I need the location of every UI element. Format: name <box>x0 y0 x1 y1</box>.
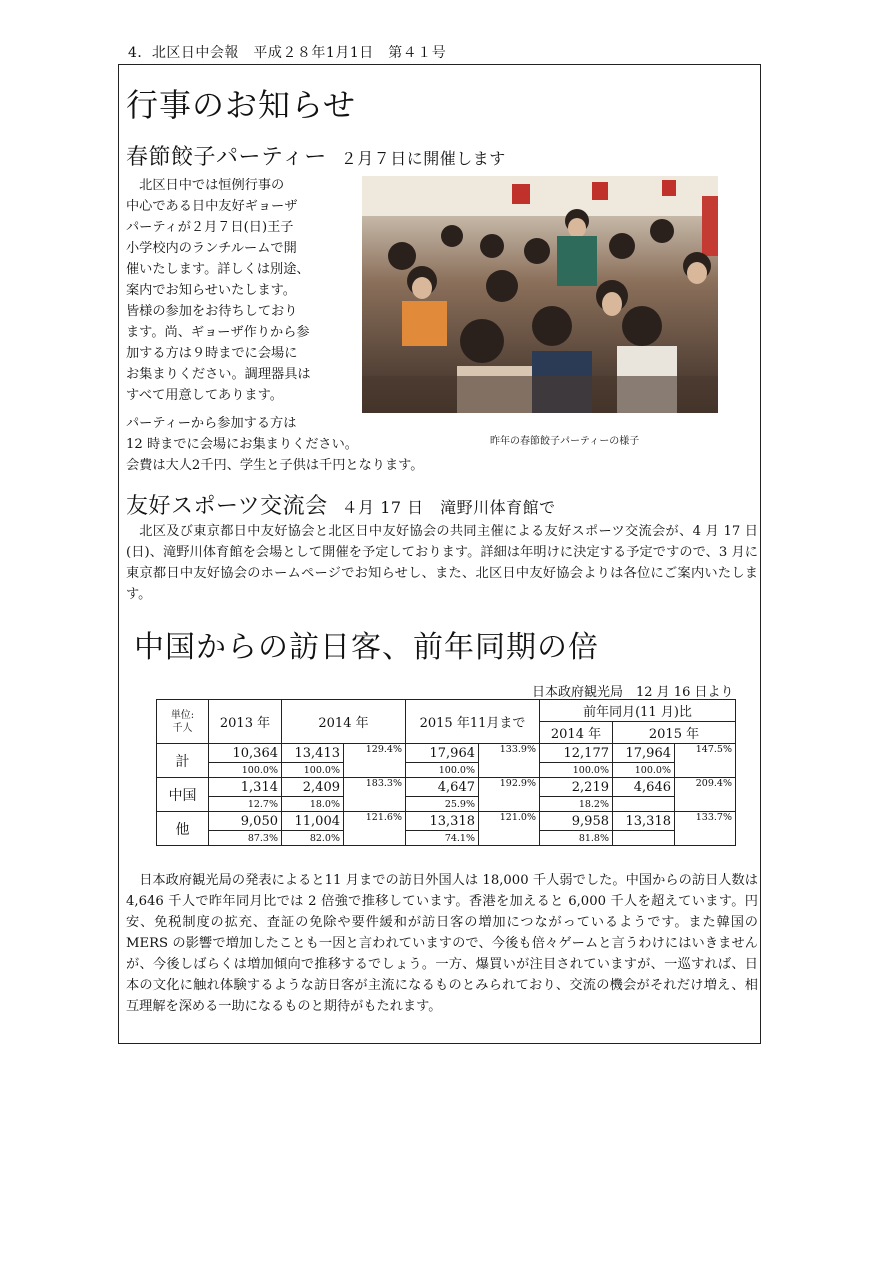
party-photo-image <box>362 176 718 413</box>
cell-share: 100.0% <box>540 763 613 778</box>
col-2013: 2013 年 <box>209 700 282 744</box>
page-header: 4．北区日中会報 平成２８年1月1日 第４１号 <box>128 45 447 61</box>
col-cmp-2014: 2014 年 <box>540 722 613 744</box>
col-cmp-2015: 2015 年 <box>613 722 736 744</box>
sports-date: ４月 17 日 滝野川体育館で <box>341 498 556 517</box>
table-row <box>157 744 736 763</box>
sports-title: 友好スポーツ交流会 <box>126 494 328 519</box>
cell-value: 4,646 <box>613 778 675 797</box>
cell-share: 100.0% <box>406 763 479 778</box>
gyoza-date: ２月７日に開催します <box>340 149 506 168</box>
gyoza-body: 北区日中では恒例行事の 中心である日中友好ギョーザ パーティが２月７日(日)王子 小学校内のランチルームで開 催いたします。詳しくは別途、 案内でお知らせいたします。 皆様の参加をお待ちしており ます。尚、ギョーザ作りから参 加する方は９時までに会場に お集まりください。調理器具は すべて用意してあります。 <box>126 178 311 403</box>
gyoza-tail: パーティーから参加する方は 12 時までに会場にお集まりください。 会費は大人2千円、学生と子供は千円となります。 <box>126 416 424 473</box>
sports-heading <box>126 489 556 520</box>
cell-value: 12,177 <box>540 744 613 763</box>
col-2015: 2015 年11月まで <box>406 700 540 744</box>
visitors-body: 日本政府観光局の発表によると11 月までの訪日外国人は 18,000 千人弱でした。中国からの訪日人数は 4,646 千人で昨年同月比では 2 倍強で推移しています。香港を加えると 6,000 千人を超えています。円安、免税制度の拡充、査証の免除や要件緩和が訪日客の増加につながっているようです。また韓国の MERS の影響で増加したことも一因と言われていますので、今後も倍々ゲームと言うわけにはいきませんが、今後しばらくは増加傾向で推移するでしょう。一方、爆買いが注目されていますが、一巡すれば、日本の文化に触れ体験するような訪日客が主流になるものとみられており、交流の機会がそれだけ増え、相互理解を深める一助になるものと期待がもたれます。 <box>126 873 758 1014</box>
table-row <box>157 812 736 831</box>
table-row <box>157 763 736 778</box>
cell-share: 100.0% <box>209 763 282 778</box>
cell-value: 17,964 <box>406 744 479 763</box>
col-2014: 2014 年 <box>282 700 406 744</box>
gyoza-title: 春節餃子パーティー <box>126 145 327 170</box>
cell-value: 2,219 <box>540 778 613 797</box>
unit-label: 単位: <box>170 709 195 721</box>
cell-value: 9,050 <box>209 812 282 831</box>
cell-value: 9,958 <box>540 812 613 831</box>
cell-share: 18.0% <box>282 797 344 812</box>
cell-rate: 129.4% <box>344 744 406 778</box>
cell-value: 4,647 <box>406 778 479 797</box>
cell-share: 25.9% <box>406 797 479 812</box>
table-row <box>157 778 736 797</box>
cell-value: 13,413 <box>282 744 344 763</box>
table-row <box>157 797 736 812</box>
cell-share: 100.0% <box>613 763 675 778</box>
cell-rate: 121.6% <box>344 812 406 846</box>
col-comparison: 前年同月(11 月)比 <box>540 700 736 722</box>
gyoza-heading <box>126 140 506 171</box>
cell-share: 74.1% <box>406 831 479 846</box>
cell-value: 10,364 <box>209 744 282 763</box>
table-row <box>157 831 736 846</box>
cell-rate: 147.5% <box>675 744 736 778</box>
cell-value: 11,004 <box>282 812 344 831</box>
cell-share <box>613 797 675 812</box>
visitor-table <box>156 699 736 846</box>
party-photo <box>362 176 718 413</box>
cell-rate: 133.9% <box>479 744 540 778</box>
cell-rate: 183.3% <box>344 778 406 812</box>
cell-share: 100.0% <box>282 763 344 778</box>
cell-share: 82.0% <box>282 831 344 846</box>
cell-rate: 121.0% <box>479 812 540 846</box>
row-label-other: 他 <box>157 812 209 846</box>
visitors-heading: 中国からの訪日客、前年同期の倍 <box>134 630 599 665</box>
unit-cell <box>157 700 209 744</box>
cell-value: 13,318 <box>613 812 675 831</box>
cell-rate: 133.7% <box>675 812 736 846</box>
cell-value: 17,964 <box>613 744 675 763</box>
cell-value: 1,314 <box>209 778 282 797</box>
row-label-total: 計 <box>157 744 209 778</box>
photo-caption: 昨年の春節餃子パーティーの様子 <box>490 436 640 447</box>
cell-share: 81.8% <box>540 831 613 846</box>
cell-value: 2,409 <box>282 778 344 797</box>
cell-share: 12.7% <box>209 797 282 812</box>
sports-body: 北区及び東京都日中友好協会と北区日中友好協会の共同主催による友好スポーツ交流会が、4 月 17 日(日)、滝野川体育館を会場として開催を予定しております。詳細は年明けに決定する予定ですので、3 月に東京都日中友好協会のホームページでお知らせし、また、北区日中友好協会よりは各位にご案内いたします。 <box>126 524 758 602</box>
cell-share: 18.2% <box>540 797 613 812</box>
data-source: 日本政府観光局 12 月 16 日より <box>532 685 734 700</box>
events-heading: 行事のお知らせ <box>126 86 357 124</box>
cell-share: 87.3% <box>209 831 282 846</box>
row-label-china: 中国 <box>157 778 209 812</box>
cell-value: 13,318 <box>406 812 479 831</box>
cell-share <box>613 831 675 846</box>
cell-rate: 209.4% <box>675 778 736 812</box>
unit-value: 千人 <box>172 722 193 734</box>
cell-rate: 192.9% <box>479 778 540 812</box>
